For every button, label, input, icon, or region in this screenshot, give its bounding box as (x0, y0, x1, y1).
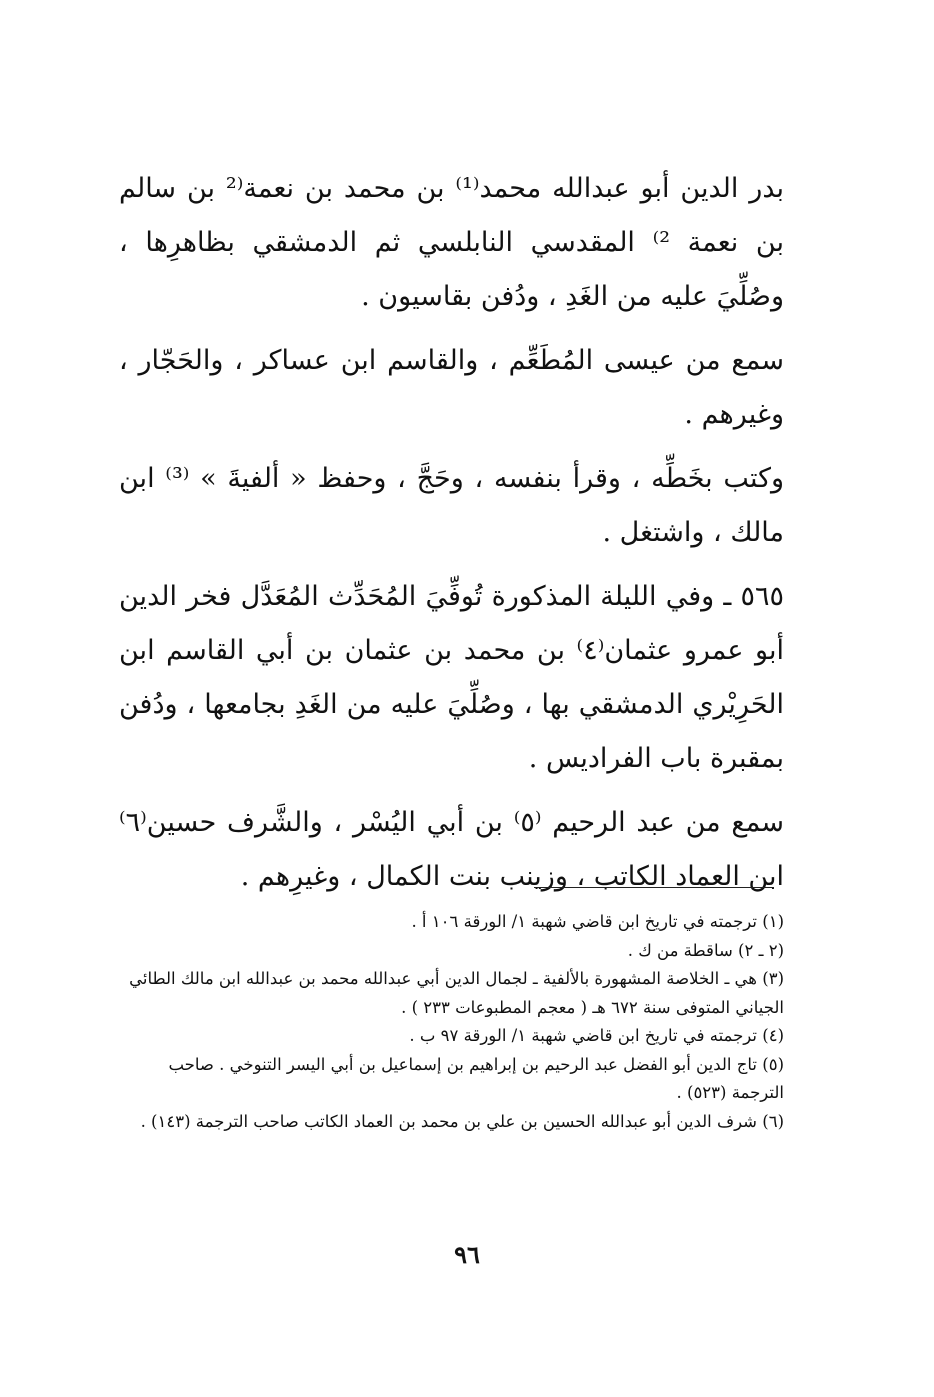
paragraph-entry-565-teachers: سمع من عبد الرحيم ⁽٥⁾ بن أبي اليُسْر ، والشَّرف حسين⁽٦⁾ ابن العماد الكاتب ، وزينب بنت الكمال ، وغيرِهم . (119, 807, 784, 892)
main-text (119, 162, 784, 914)
paragraph-teachers: سمع من عيسى المُطَعِّم ، والقاسم ابن عساكر ، والحَجّار ، وغيرهم . (119, 345, 784, 430)
footnote-3: (٣) هي ـ الخلاصة المشهورة بالألفية ـ لجمال الدين أبي عبدالله محمد بن عبدالله ابن مالك الطائي الجياني المتوفى سنة ٦٧٢ هـ ( معجم المطبوعات ٢٣٣ ) . (129, 969, 784, 1017)
paragraph-studies: وكتب بخَطِّه ، وقرأ بنفسه ، وحَجَّ ، وحفظ « ألفيةَ » ⁽³⁾ ابن مالك ، واشتغل . (119, 463, 784, 548)
page-number: ٩٦ (454, 1240, 480, 1269)
footnote-2: (٢ ـ ٢) ساقطة من ك . (627, 940, 784, 960)
footnotes (114, 908, 784, 1136)
footnote-6: (٦) شرف الدين أبو عبدالله الحسين بن علي بن محمد بن العماد الكاتب صاحب الترجمة (١٤٣) . (140, 1111, 784, 1131)
paragraph-entry-565: ٥٦٥ ـ وفي الليلة المذكورة تُوفِّيَ المُحَدِّث المُعَدَّل فخر الدين أبو عمرو عثمان⁽٤⁾ بن محمد بن عثمان بن أبي القاسم ابن الحَرِيْري الدمشقي بها ، وصُلِّيَ عليه من الغَدِ بجامعها ، ودُفن بمقبرة باب الفراديس . (119, 581, 784, 774)
footnote-1: (١) ترجمته في تاريخ ابن قاضي شهبة ١/ الورقة ١٠٦ أ . (411, 912, 784, 931)
footnote-4: (٤) ترجمته في تاريخ ابن قاضي شهبة ١/ الورقة ٩٧ ب . (409, 1026, 784, 1045)
paragraph-biography-intro: بدر الدين أبو عبدالله محمد⁽¹⁾ بن محمد بن نعمة⁽² بن سالم بن نعمة ²⁾ المقدسي النابلسي ثم الدمشقي بظاهرِها ، وصُلِّيَ عليه من الغَدِ ، ودُفن بقاسيون . (119, 173, 785, 312)
footnote-separator (534, 887, 774, 888)
footnote-5: (٥) تاج الدين أبو الفضل عبد الرحيم بن إبراهيم بن إسماعيل بن أبي اليسر التنوخي . صاحب الترجمة (٥٢٣) . (168, 1054, 784, 1102)
